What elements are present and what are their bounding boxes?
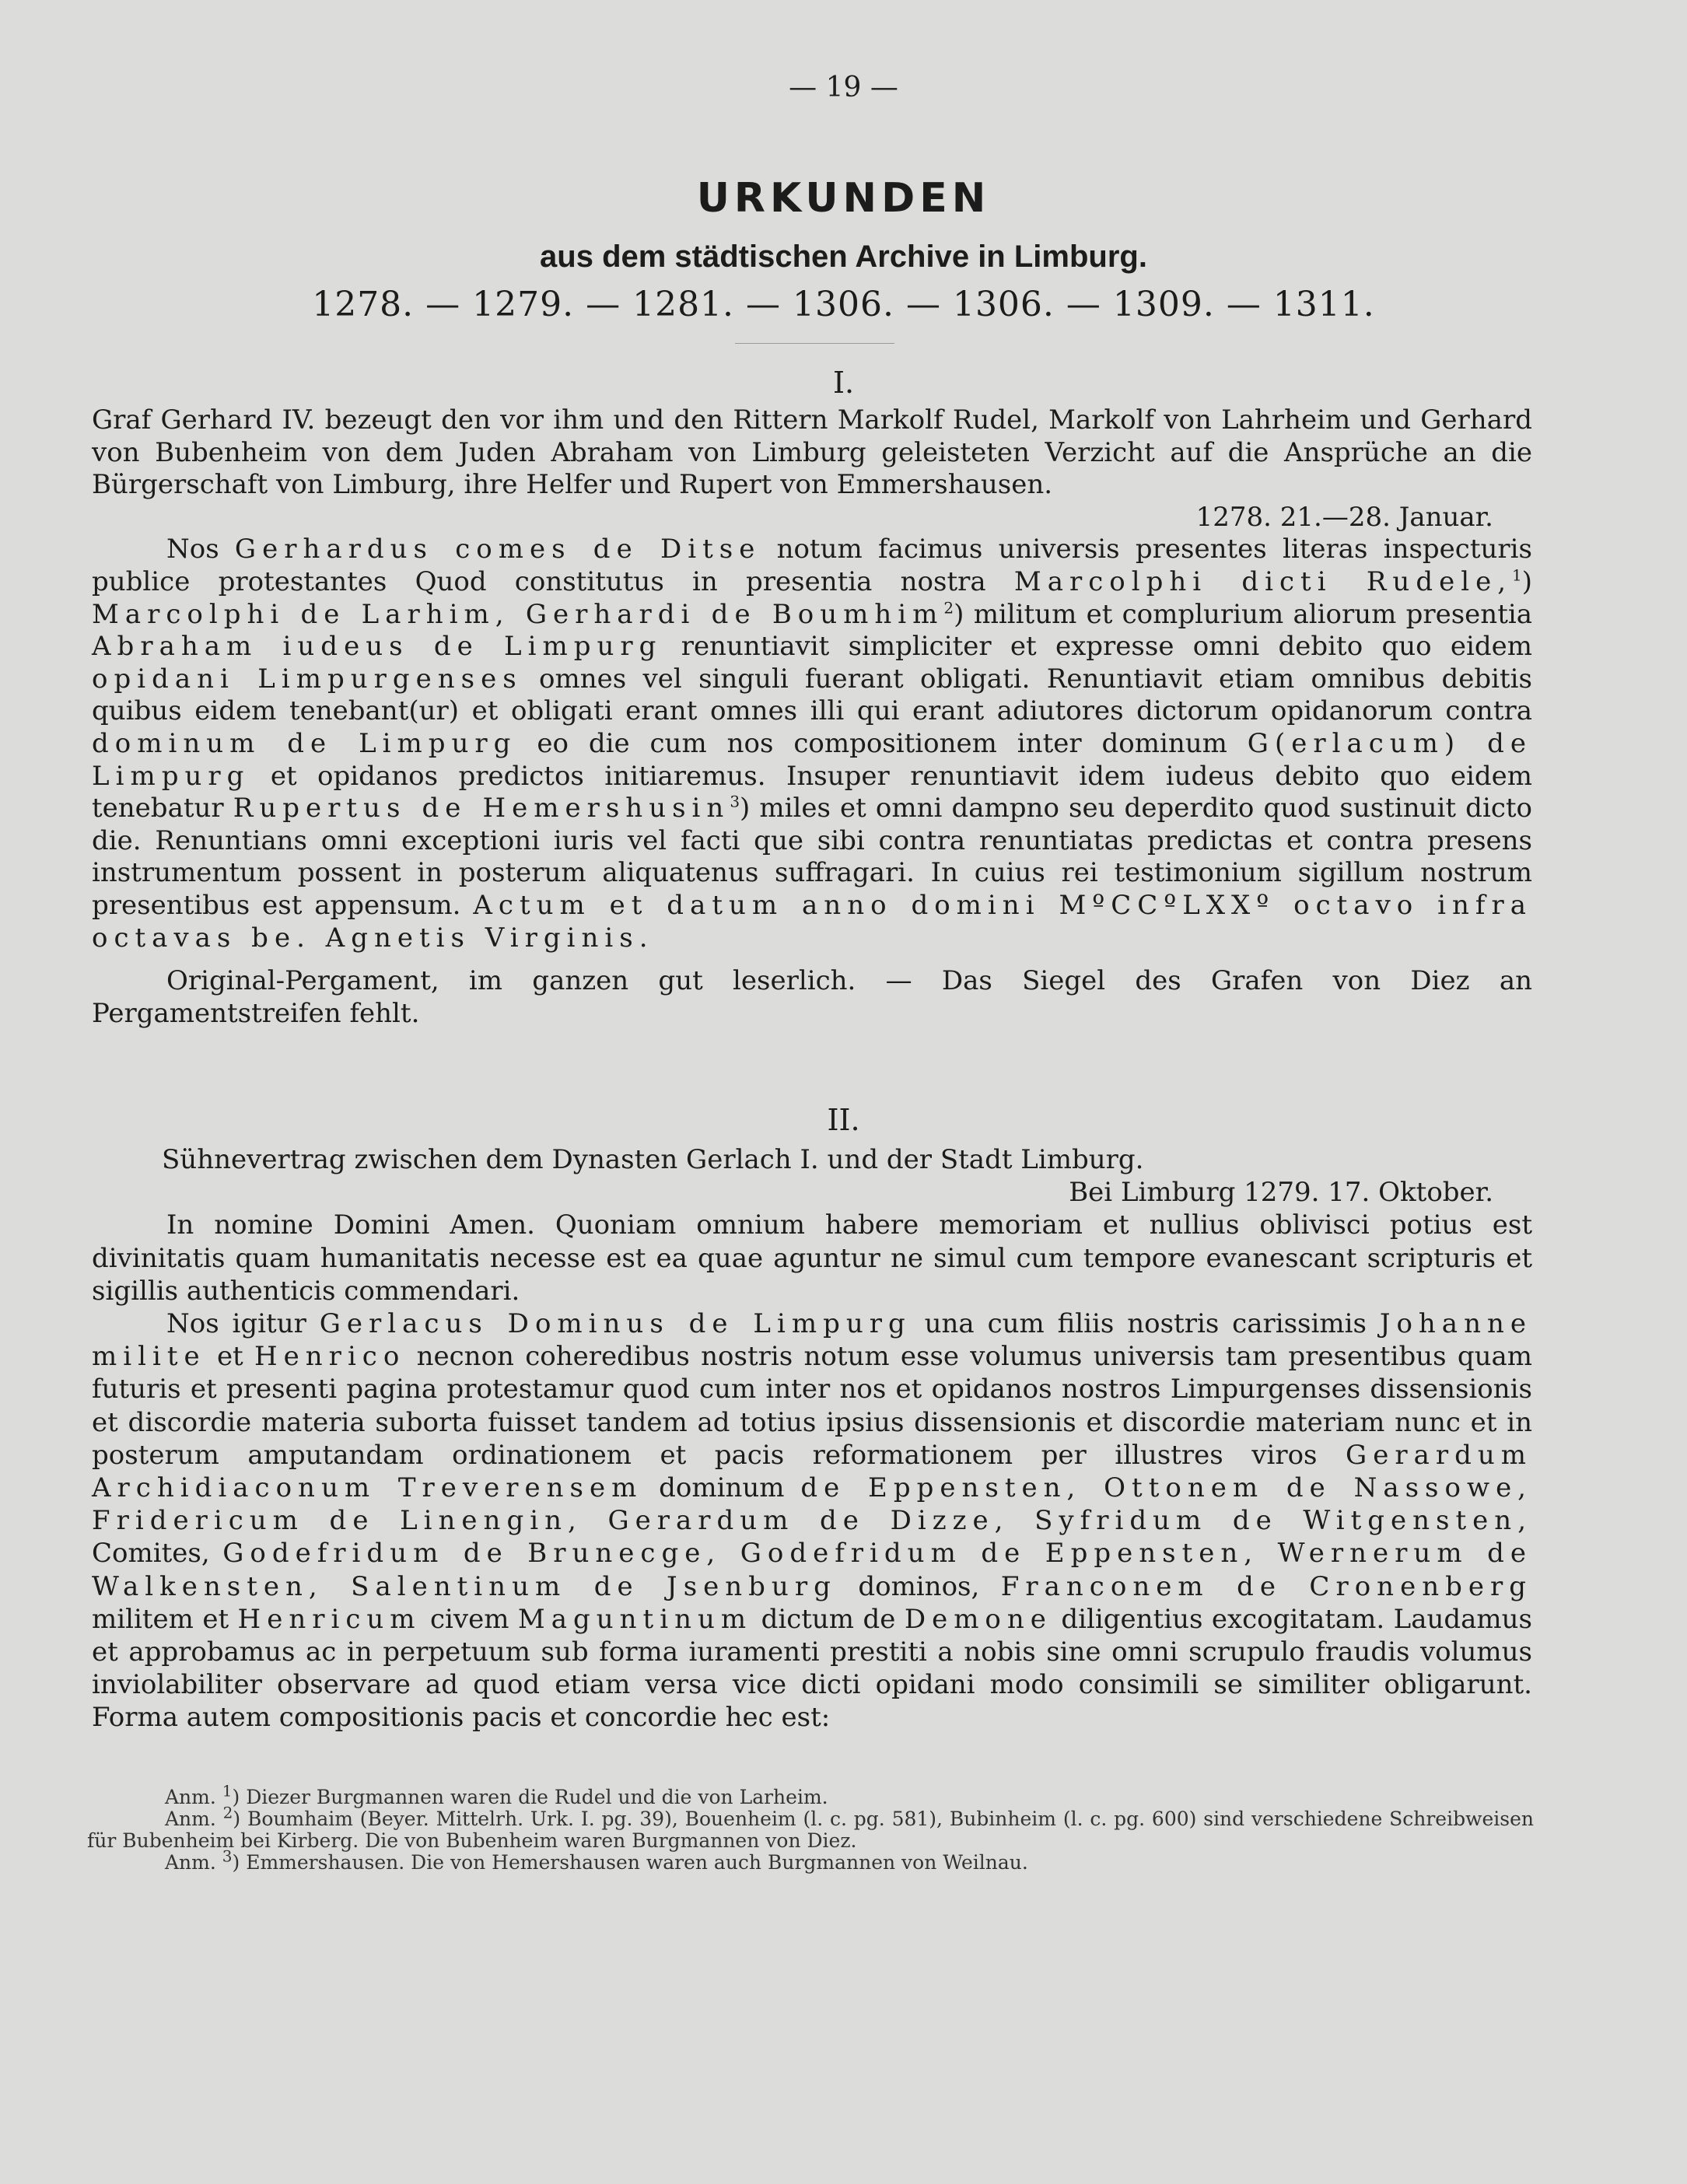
doc2-p1: In nomine Domini Amen. Quoniam omnium habere memoriam et nullius oblivisci potius est divinitatis quam humanitatis necesse est ea quae aguntur ne simul cum tempore evanescant scripturis et sigillis authenticis commendari. <box>92 1209 1532 1307</box>
doc1-s7: G(erlacum) de Limpurg <box>92 727 1532 792</box>
doc1-t3: militum et complurium aliorum presentia <box>973 598 1532 630</box>
footnote-1-sup: 1 <box>222 1781 233 1801</box>
doc2-p2d: necnon coheredibus nostris notum esse volumus universis tam presentibus quam futuris et presenti pagina protestamur quod cum inter nos et opidanos nostros Limpurgenses dissensionis et discordie materia suborta fuisset tandem ad totius ipsius dissensionis et discordie materiam nunc et in posterum amputandam ordinationem et pacis reformationem per illustres viros <box>92 1341 1533 1471</box>
page-subtitle: aus dem städtischen Archive in Limburg. <box>540 240 1147 274</box>
doc2-p2i: civem <box>429 1603 509 1635</box>
footnote-2-text: Boumhaim (Beyer. Mittelrh. Urk. I. pg. 39), Bouenheim (l. c. pg. 581), Bubinheim (l. c. pg. 600) sind verschiedene Schreibweisen für Bubenheim bei Kirberg. Die von Bubenheim waren Burgmannen von Diez. <box>87 1808 1535 1852</box>
doc2-p2s8: Henricum <box>237 1603 422 1635</box>
footnote-2-sup: 2 <box>222 1803 233 1822</box>
doc2-block <box>92 1143 1532 1734</box>
doc2-p2 <box>92 1307 1532 1734</box>
doc2-p2f: Comites, <box>92 1538 210 1570</box>
doc1-block <box>92 404 1532 1030</box>
doc2-p2g: dominos, <box>858 1570 980 1602</box>
footnote-3-label: Anm. <box>165 1851 216 1874</box>
year-list: 1278. — 1279. — 1281. — 1306. — 1306. — 1309. — 1311. <box>312 285 1375 324</box>
doc2-p2a: Nos igitur <box>166 1308 306 1340</box>
footnote-3-sup: 3 <box>222 1846 233 1866</box>
doc1-date: 1278. 21.—28. Januar. <box>1195 501 1493 533</box>
footnote-ref-1: 1 <box>1512 565 1522 585</box>
footnote-3: Anm. $^3$) Emmershausen. Die von Hemershausen waren auch Burgmannen von Weilnau. <box>165 1846 1028 1874</box>
doc1-remark: Original-Pergament, im ganzen gut leserlich. — Das Siegel des Grafen von Diez an Pergamentstreifen fehlt. <box>92 965 1532 1029</box>
divider <box>735 343 894 344</box>
doc1-s9: Actum et datum anno domini MºCCºLXXº octavo infra octavas be. Agnetis Virginis. <box>92 889 1533 954</box>
doc2-p2s7: Franconem de Cronenberg <box>1000 1570 1532 1602</box>
doc2-p2s2: Johanne milite <box>92 1308 1532 1373</box>
doc2-p2s5: de Eppensten, Ottonem de Nassowe, Fridericum de Linengin, Gerardum de Dizze, Syfridum de Witgensten, <box>92 1472 1532 1537</box>
footnote-3-text: Emmershausen. Die von Hemershausen waren auch Burgmannen von Weilnau. <box>246 1851 1028 1874</box>
doc1-t5: omnes vel singuli fuerant obligati. Renuntiavit etiam omnibus debitis quibus eidem tenebant(ur) et obligati erant omnes illi qui erant adiutores dictorum opidanorum contra <box>92 663 1532 727</box>
doc2-p2c: et <box>216 1341 243 1373</box>
doc2-date: Bei Limburg 1279. 17. Oktober. <box>1069 1177 1493 1209</box>
footnote-1-label: Anm. <box>165 1786 216 1808</box>
page-number: — 19 — <box>789 72 898 103</box>
doc2-p2s1: Gerlacus Dominus de Limpurg <box>319 1308 912 1340</box>
doc1-t2: notum facimus universis presentes literas inspecturis publice protestantes Quod constitutus in presentia nostra <box>92 534 1532 597</box>
footnote-ref-2: 2 <box>943 598 954 618</box>
footnote-ref-3: 3 <box>730 792 740 811</box>
doc1-t4: renuntiavit simpliciter et expresse omni debito quo eidem <box>681 631 1532 663</box>
doc1-s1: Gerhardus comes de Ditse <box>234 534 761 565</box>
page-title: URKUNDEN <box>696 175 991 222</box>
doc1-s2: Marcolphi dicti Rudele, <box>1013 565 1513 597</box>
footnote-1-text: Diezer Burgmannen waren die Rudel und die von Larheim. <box>246 1786 828 1808</box>
doc2-p2s3: Henrico <box>254 1341 406 1373</box>
footnote-2: Anm. $^2$) Boumhaim (Beyer. Mittelrh. Urk. I. pg. 39), Bouenheim (l. c. pg. 581), Bubinheim (l. c. pg. 600) sind verschiedene Schreibweisen für Bubenheim bei Kirberg. Die von Bubenheim waren Burgmannen von Diez. <box>87 1803 1535 1852</box>
doc2-p2h: militem et <box>92 1603 229 1635</box>
footnote-2-label: Anm. <box>165 1808 216 1830</box>
doc1-t7: et opidanos predictos initiaremus. Insuper renuntiavit idem iudeus debito quo eidem tenebatur <box>92 760 1532 824</box>
doc1-s4: Abraham iudeus de Limpurg <box>92 631 663 663</box>
doc1-t8: miles et omni dampno seu deperdito quod sustinuit dicto die. Renuntians omni exceptioni iuris vel facti que sibi contra renuntiatas predictas et contra presens instrumentum possent in posterum aliquatenus suffragari. In cuius rei testimonium sigillum nostrum presentibus est appensum. <box>92 793 1532 921</box>
doc2-p2b: una cum filiis nostris carissimis <box>924 1308 1367 1340</box>
doc1-text: Nos Gerhardus comes de Ditse notum facimus universis presentes literas inspecturis publice protestantes Quod constitutus in presentia nostra Marcolphi dicti Rudele,$^1$) Marcolphi de Larhim, Gerhardi de Boumhim$^2$) militum et complurium aliorum presentia Abraham iudeus de Limpurg renuntiavit simpliciter et expresse omni debito quo eidem opidani Limpurgenses omnes vel singuli fuerant obligati. Renuntiavit etiam omnibus debitis quibus eidem tenebant(ur) et obligati erant omnes illi qui erant adiutores dictorum opidanorum contra dominum de Limpurg eo die cum nos compositionem inter dominum G(erlacum) de Limpurg et opidanos predictos initiaremus. Insuper renuntiavit idem iudeus debito quo eidem tenebatur Rupertus de Hemershusin$^3$) miles et omni dampno seu deperdito quod sustinuit dicto die. Renuntians omni exceptioni iuris vel facti que sibi contra renuntiatas predictas et contra presens instrumentum possent in posterum aliquatenus suffragari. In cuius rei testimonium sigillum nostrum presentibus est appensum. Actum et datum anno domini MºCCºLXXº octavo infra octavas be. Agnetis Virginis. <box>92 534 1533 954</box>
doc2-summary: Sühnevertrag zwischen dem Dynasten Gerlach I. und der Stadt Limburg. <box>162 1144 1144 1175</box>
doc1-s5: opidani Limpurgenses <box>92 663 523 695</box>
doc2-p2k: diligentius excogitatam. Laudamus et approbamus ac in perpetuum sub forma iuramenti prestiti a nobis sine omni scrupulo fraudis volumus inviolabiliter observare ad quod etiam versa vice dicti opidani modo consimili se similiter obligarunt. Forma autem compositionis pacis et concordie hec est: <box>92 1603 1533 1734</box>
doc2-p2e: dominum <box>659 1472 785 1504</box>
doc1-t1: Nos <box>166 534 219 565</box>
doc1-s6: dominum de Limpurg <box>92 727 517 759</box>
doc2-p2j: dictum de <box>761 1603 896 1635</box>
doc1-s8: Rupertus de Hemershusin <box>233 793 730 824</box>
footnotes <box>87 1781 1535 1874</box>
doc1-t6: eo die cum nos compositionem inter dominum <box>537 727 1227 759</box>
doc2-p2s10: Demone <box>904 1603 1052 1635</box>
doc2-p2s6: Godefridum de Brunecge, Godefridum de Eppensten, Wernerum de Walkensten, Salentinum de Jsenburg <box>92 1538 1532 1602</box>
doc1-summary: Graf Gerhard IV. bezeugt den vor ihm und den Rittern Markolf Rudel, Markolf von Lahrheim und Gerhard von Bubenheim von dem Juden Abraham von Limburg geleisteten Verzicht auf die Ansprüche an die Bürgerschaft von Limburg, ihre Helfer und Rupert von Emmershausen. <box>92 404 1532 501</box>
doc1-s3: Marcolphi de Larhim, Gerhardi de Boumhim <box>92 598 944 630</box>
doc1-numeral: I. <box>832 366 855 400</box>
footnote-1: Anm. $^1$) Diezer Burgmannen waren die Rudel und die von Larheim. <box>165 1781 828 1808</box>
doc2-p2s9: Maguntinum <box>517 1603 753 1635</box>
doc2-p2s4: Gerardum Archidiaconum Treverensem <box>92 1439 1532 1504</box>
doc2-numeral: II. <box>827 1103 860 1137</box>
